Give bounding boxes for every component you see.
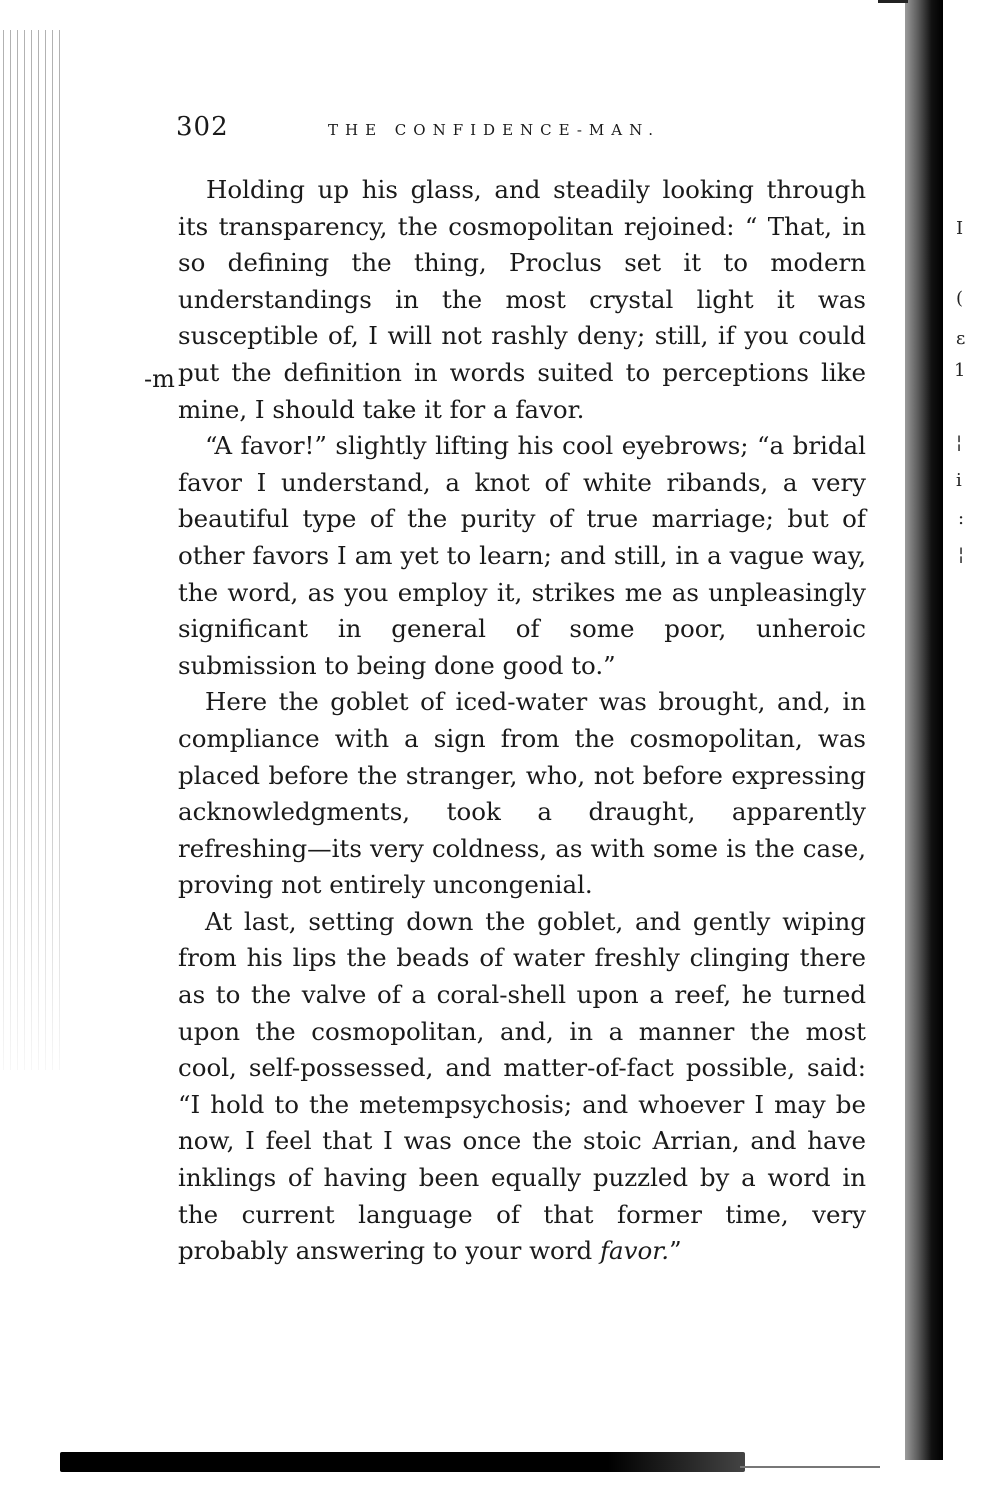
page-body bbox=[178, 172, 866, 1270]
paragraph-4 bbox=[178, 904, 866, 1270]
page-edge-shadow bbox=[905, 0, 943, 1460]
page-corner-mark bbox=[878, 0, 908, 17]
page-number: 302 bbox=[176, 112, 229, 142]
margin-mark-1: I bbox=[956, 218, 964, 239]
paragraph-3: Here the goblet of iced-water was brought, and, in compliance with a sign from the cosmopolitan, was placed before the stranger, who, not before expressing acknowledgments, took a draught, apparently refreshing—its very coldness, as with some is the case, proving not entirely uncongenial. bbox=[178, 687, 866, 900]
margin-mark-7: : bbox=[958, 508, 965, 529]
margin-mark-6: i bbox=[956, 470, 962, 491]
binding-fade bbox=[0, 30, 62, 1070]
book-title-header: THE CONFIDENCE-MAN. bbox=[328, 121, 661, 139]
running-head bbox=[176, 112, 736, 148]
bottom-scan-line bbox=[740, 1466, 880, 1468]
bleed-through-fragment: -m bbox=[144, 365, 175, 393]
margin-mark-5: ¦ bbox=[956, 432, 963, 453]
margin-mark-4: 1 bbox=[954, 360, 966, 381]
margin-mark-8: ¦ bbox=[958, 544, 965, 565]
paragraph-4-text: At last, setting down the goblet, and gently wiping from his lips the beads of water freshly clinging there as to the valve of a coral-shell upon a reef, he turned upon the cosmopolitan, and, in a manner the most cool, self-possessed, and matter-of-fact possible, said: “I hold to the metempsychosis; and whoever I may be now, I feel that I was once the stoic Arrian, and have inklings of having been equally puzzled by a word in the current language of that former time, very probably answering to your word bbox=[178, 906, 866, 1266]
italic-word-favor: favor. bbox=[599, 1236, 670, 1266]
margin-mark-2: ( bbox=[956, 288, 964, 309]
paragraph-1: Holding up his glass, and steadily looking through its transparency, the cosmopolitan rejoined: “ That, in so defining the thing, Proclus set it to modern understandings in the most crystal light it was susceptible of, I will not rashly deny; still, if you could put the definition in words suited to perceptions like mine, I should take it for a favor. bbox=[178, 175, 866, 424]
paragraph-2: “A favor!” slightly lifting his cool eyebrows; “a bridal favor I understand, a knot of white ribands, a very beautiful type of the purity of true marriage; but of other favors I am yet to learn; and still, in a vague way, the word, as you employ it, strikes me as unpleasingly significant in general of some poor, unheroic submission to being done good to.” bbox=[178, 431, 866, 680]
bottom-scan-bar bbox=[60, 1452, 745, 1472]
margin-mark-3: ɛ bbox=[956, 328, 966, 349]
closing-quote: ” bbox=[669, 1236, 682, 1266]
